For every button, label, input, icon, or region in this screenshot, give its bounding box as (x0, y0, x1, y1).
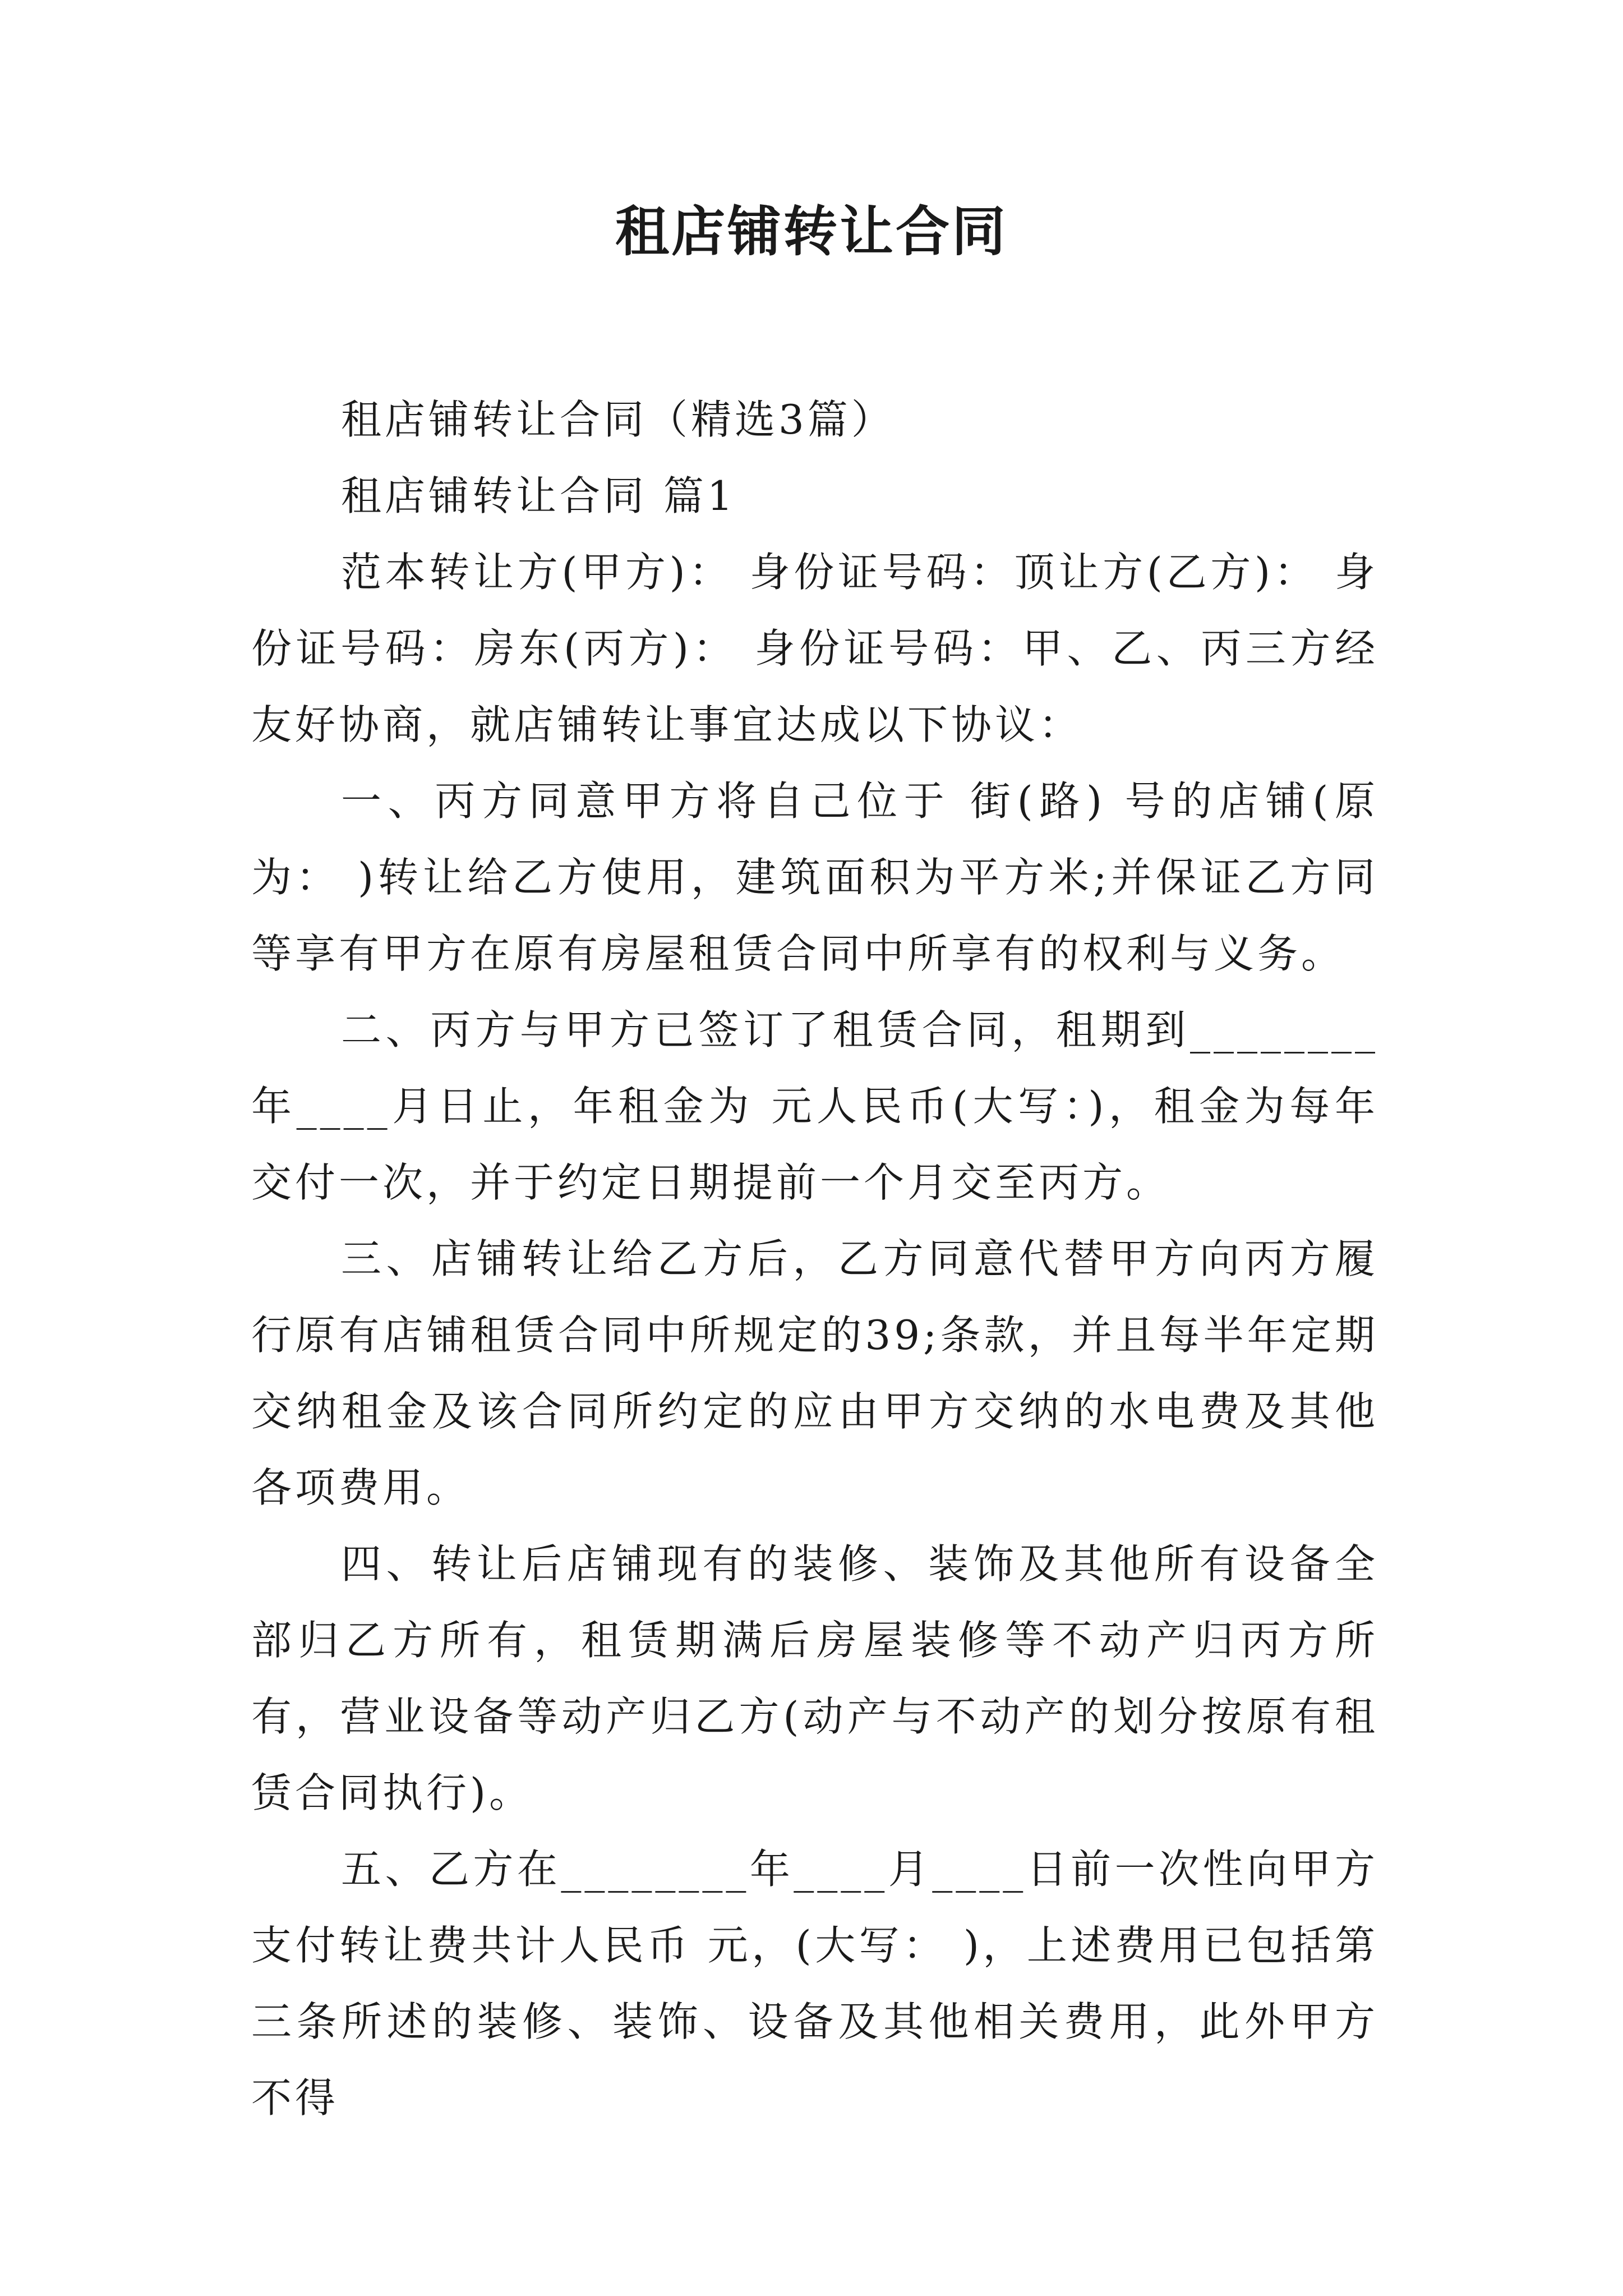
clause-2-paragraph: 二、丙方与甲方已签订了租赁合同，租期到________年____月日止，年租金为 元人民币(大写：)，租金为每年交付一次，并于约定日期提前一个月交至丙方。 (251, 1006, 1378, 1206)
clause-4-paragraph: 四、转让后店铺现有的装修、装饰及其他所有设备全部归乙方所有，租赁期满后房屋装修等不动产归丙方所有，营业设备等动产归乙方(动产与不动产的划分按原有租赁合同执行)。 (251, 1540, 1378, 1816)
document-title: 租店铺转让合同 (615, 200, 1008, 263)
document-body (251, 381, 1378, 2136)
clause-1-paragraph: 一、丙方同意甲方将自己位于 街(路) 号的店铺(原为： )转让给乙方使用，建筑面积为平方米;并保证乙方同等享有甲方在原有房屋租赁合同中所享有的权利与义务。 (251, 777, 1378, 977)
clause-5-paragraph: 五、乙方在________年____月____日前一次性向甲方支付转让费共计人民币 元，(大写： )，上述费用已包括第三条所述的装修、装饰、设备及其他相关费用，此外甲方不得 (251, 1846, 1378, 2122)
subtitle-paragraph: 租店铺转让合同（精选3篇） (341, 396, 895, 443)
section-heading: 租店铺转让合同 篇1 (341, 472, 736, 519)
parties-paragraph: 范本转让方(甲方)： 身份证号码：顶让方(乙方)： 身份证号码：房东(丙方)： 身份证号码：甲、乙、丙三方经友好协商，就店铺转让事宜达成以下协议： (251, 549, 1378, 748)
clause-3-paragraph: 三、店铺转让给乙方后，乙方同意代替甲方向丙方履行原有店铺租赁合同中所规定的39;条款，并且每半年定期交纳租金及该合同所约定的应由甲方交纳的水电费及其他各项费用。 (251, 1235, 1378, 1511)
